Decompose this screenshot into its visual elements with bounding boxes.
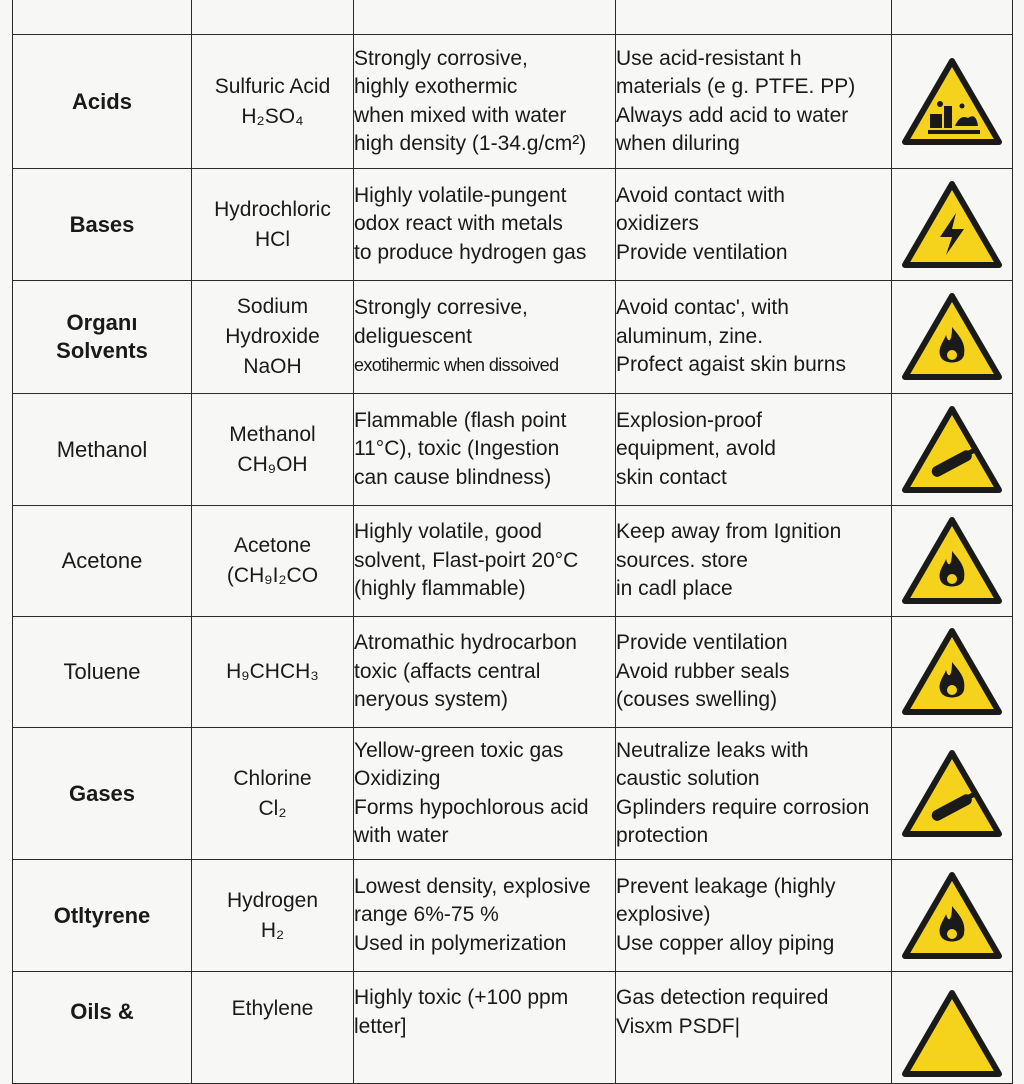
chemical-formula: H₂ [260, 918, 285, 942]
flammable-warning-icon [900, 626, 1004, 718]
chemical-formula: Cl₂ [258, 796, 287, 820]
precaution-line: Always add acid to water [616, 103, 849, 127]
properties-cell [354, 860, 616, 972]
hazard-sign-cell [892, 35, 1013, 169]
chemical-formula: CH₉OH [237, 452, 308, 476]
precaution-line: Gas detection required [616, 986, 829, 1009]
precaution-line: when diluring [616, 132, 740, 155]
precaution-line: Profect agaist skin burns [616, 353, 846, 377]
precautions-cell [616, 394, 892, 506]
property-line: can cause blindness) [354, 465, 552, 489]
hazard-table [12, 0, 1013, 1084]
precaution-line: equipment, avold [616, 437, 776, 461]
precaution-line: sources. store [616, 548, 748, 572]
hazard-sign-cell [892, 617, 1013, 728]
table-row [13, 506, 1013, 617]
chemical-formula: H₂SO₄ [241, 104, 304, 128]
properties-cell [354, 35, 616, 169]
precautions-cell [616, 506, 892, 617]
chemical-cell [192, 394, 354, 506]
precautions-cell [616, 169, 892, 281]
category-label: Organı Solvents [56, 310, 148, 363]
chemical-name: Sodium [236, 295, 309, 318]
precautions-cell [616, 972, 892, 1084]
category-cell [13, 169, 192, 281]
property-line: 11°C), toxic (Ingestion [354, 437, 560, 461]
property-line: deliguescent [354, 324, 472, 348]
category-cell [13, 972, 192, 1084]
precaution-line: aluminum, zine. [616, 324, 764, 348]
table-row [13, 169, 1013, 281]
property-line: toxic (affacts central [354, 659, 541, 683]
property-line: Highly volatile, good [354, 520, 542, 544]
chemical-formula: H₉CHCH₃ [226, 660, 319, 683]
header-cell [13, 0, 192, 35]
precautions-cell [616, 281, 892, 394]
chemical-cell [192, 281, 354, 394]
gas-cylinder-warning-icon [900, 748, 1004, 840]
chemical-name: Methanol [229, 422, 316, 446]
precaution-line: Avoid rubber seals [616, 659, 790, 683]
precautions-cell [616, 35, 892, 169]
precautions-cell [616, 617, 892, 728]
chemical-name: Hydrogen [226, 888, 319, 912]
property-line: high density (1-34.g/cm²) [354, 132, 587, 155]
property-line: range 6%-75 % [354, 903, 499, 927]
flammable-warning-icon [900, 870, 1004, 962]
chemical-name: Acetone [233, 534, 312, 557]
category-cell [13, 394, 192, 506]
precaution-line: Avoid contact with [616, 183, 785, 207]
property-line: Strongly corrosive, [354, 46, 528, 70]
property-line: Atromathic hydrocarbon [354, 631, 577, 655]
flammable-warning-icon [900, 291, 1004, 383]
header-cell [354, 0, 616, 35]
warning-icon [900, 988, 1004, 1080]
category-label: Acids [72, 88, 132, 114]
chemical-spill-warning-icon [900, 56, 1004, 148]
category-label: Otltyrene [53, 902, 151, 928]
chemical-cell [192, 35, 354, 169]
chemical-name: Ethylene [231, 997, 314, 1020]
properties-cell [354, 394, 616, 506]
chemical-formula: (CH₉I₂CO [226, 564, 319, 587]
precaution-line: Use copper alloy piping [616, 931, 835, 955]
property-line: (highly flammable) [354, 577, 526, 601]
precaution-line: Explosion-proof [616, 408, 762, 432]
precaution-line: Use acid-resistant h [616, 46, 802, 70]
chemical-name: Hydroxide [225, 325, 320, 348]
precaution-line: Gplinders require corrosion [616, 795, 870, 819]
hazard-sign-cell [892, 972, 1013, 1084]
flammable-warning-icon [900, 515, 1004, 607]
category-cell [13, 860, 192, 972]
property-line: letter] [354, 1014, 407, 1038]
property-line: Lowest density, explosive [354, 874, 591, 898]
category-label: Oils & [70, 999, 134, 1024]
property-line: exotihermic when dissoived [354, 355, 559, 376]
hazard-sign-cell [892, 728, 1013, 860]
properties-cell [354, 506, 616, 617]
chemical-cell [192, 972, 354, 1084]
precaution-line: (couses swelling) [616, 688, 778, 712]
hazard-sign-cell [892, 506, 1013, 617]
table-row [13, 281, 1013, 394]
category-cell [13, 506, 192, 617]
properties-cell [354, 972, 616, 1084]
hazard-sign-cell [892, 281, 1013, 394]
precaution-line: caustic solution [616, 767, 760, 790]
property-line: to produce hydrogen gas [354, 240, 587, 264]
chemical-formula: NaOH [243, 355, 302, 378]
chemical-name: Chlorine [233, 766, 312, 790]
property-line: with water [354, 824, 449, 847]
property-line: highly exothermic [354, 75, 518, 98]
precaution-line: Keep away from Ignition [616, 520, 842, 544]
precaution-line: materials (e g. PTFE. PP) [616, 75, 856, 98]
category-cell [13, 35, 192, 169]
hazard-sign-cell [892, 860, 1013, 972]
property-line: solvent, Flast-poirt 20°C [354, 548, 579, 572]
property-line: Yellow-green toxic gas [354, 738, 564, 762]
property-line: Used in polymerization [354, 931, 567, 955]
header-cell [616, 0, 892, 35]
table-row [13, 394, 1013, 506]
properties-cell [354, 281, 616, 394]
precaution-line: Provide ventilation [616, 631, 788, 655]
hazard-sign-cell [892, 169, 1013, 281]
precaution-line: Prevent leakage (highly [616, 874, 836, 898]
chemical-cell [192, 506, 354, 617]
category-cell [13, 728, 192, 860]
chemical-cell [192, 728, 354, 860]
header-cell [892, 0, 1013, 35]
chemical-name: Hydrochloric [214, 197, 331, 221]
precaution-line: in cadl place [616, 577, 733, 601]
table-row [13, 35, 1013, 169]
chemical-name: Sulfuric Acid [214, 74, 331, 98]
table-row [13, 972, 1013, 1084]
precautions-cell [616, 860, 892, 972]
electrical-hazard-warning-icon [900, 179, 1004, 271]
table-row [13, 860, 1013, 972]
property-line: odox react with metals [354, 212, 563, 236]
precaution-line: Visxm PSDF| [616, 1014, 741, 1038]
precaution-line: explosive) [616, 903, 711, 927]
property-line: Highly toxic (+100 ppm [354, 986, 569, 1009]
property-line: Strongly corresive, [354, 296, 528, 320]
precaution-line: Avoid contac', with [616, 296, 789, 320]
category-label: Bases [69, 211, 135, 237]
property-line: Oxidizing [354, 767, 441, 790]
table-row [13, 617, 1013, 728]
property-line: Highly volatile-pungent [354, 183, 567, 207]
chemical-cell [192, 169, 354, 281]
table-row [13, 728, 1013, 860]
precaution-line: Neutralize leaks with [616, 738, 809, 762]
precaution-line: oxidizers [616, 212, 699, 236]
precaution-line: Provide ventilation [616, 240, 788, 264]
chemical-cell [192, 860, 354, 972]
properties-cell [354, 617, 616, 728]
chemical-formula: HCl [255, 227, 290, 251]
property-line: when mixed with water [354, 103, 567, 127]
category-cell [13, 281, 192, 394]
chemical-cell [192, 617, 354, 728]
category-label: Acetone [61, 548, 143, 573]
header-cell [192, 0, 354, 35]
precautions-cell [616, 728, 892, 860]
gas-cylinder-warning-icon [900, 404, 1004, 496]
category-cell [13, 617, 192, 728]
properties-cell [354, 728, 616, 860]
category-label: Toluene [63, 659, 141, 684]
precaution-line: protection [616, 824, 709, 847]
property-line: Forms hypochlorous acid [354, 795, 589, 819]
hazard-sign-cell [892, 394, 1013, 506]
precaution-line: skin contact [616, 465, 727, 489]
table-header-row [13, 0, 1013, 35]
property-line: neryous system) [354, 688, 509, 712]
property-line: Flammable (flash point [354, 408, 567, 432]
properties-cell [354, 169, 616, 281]
category-label: Methanol [56, 436, 148, 462]
category-label: Gases [68, 780, 136, 806]
